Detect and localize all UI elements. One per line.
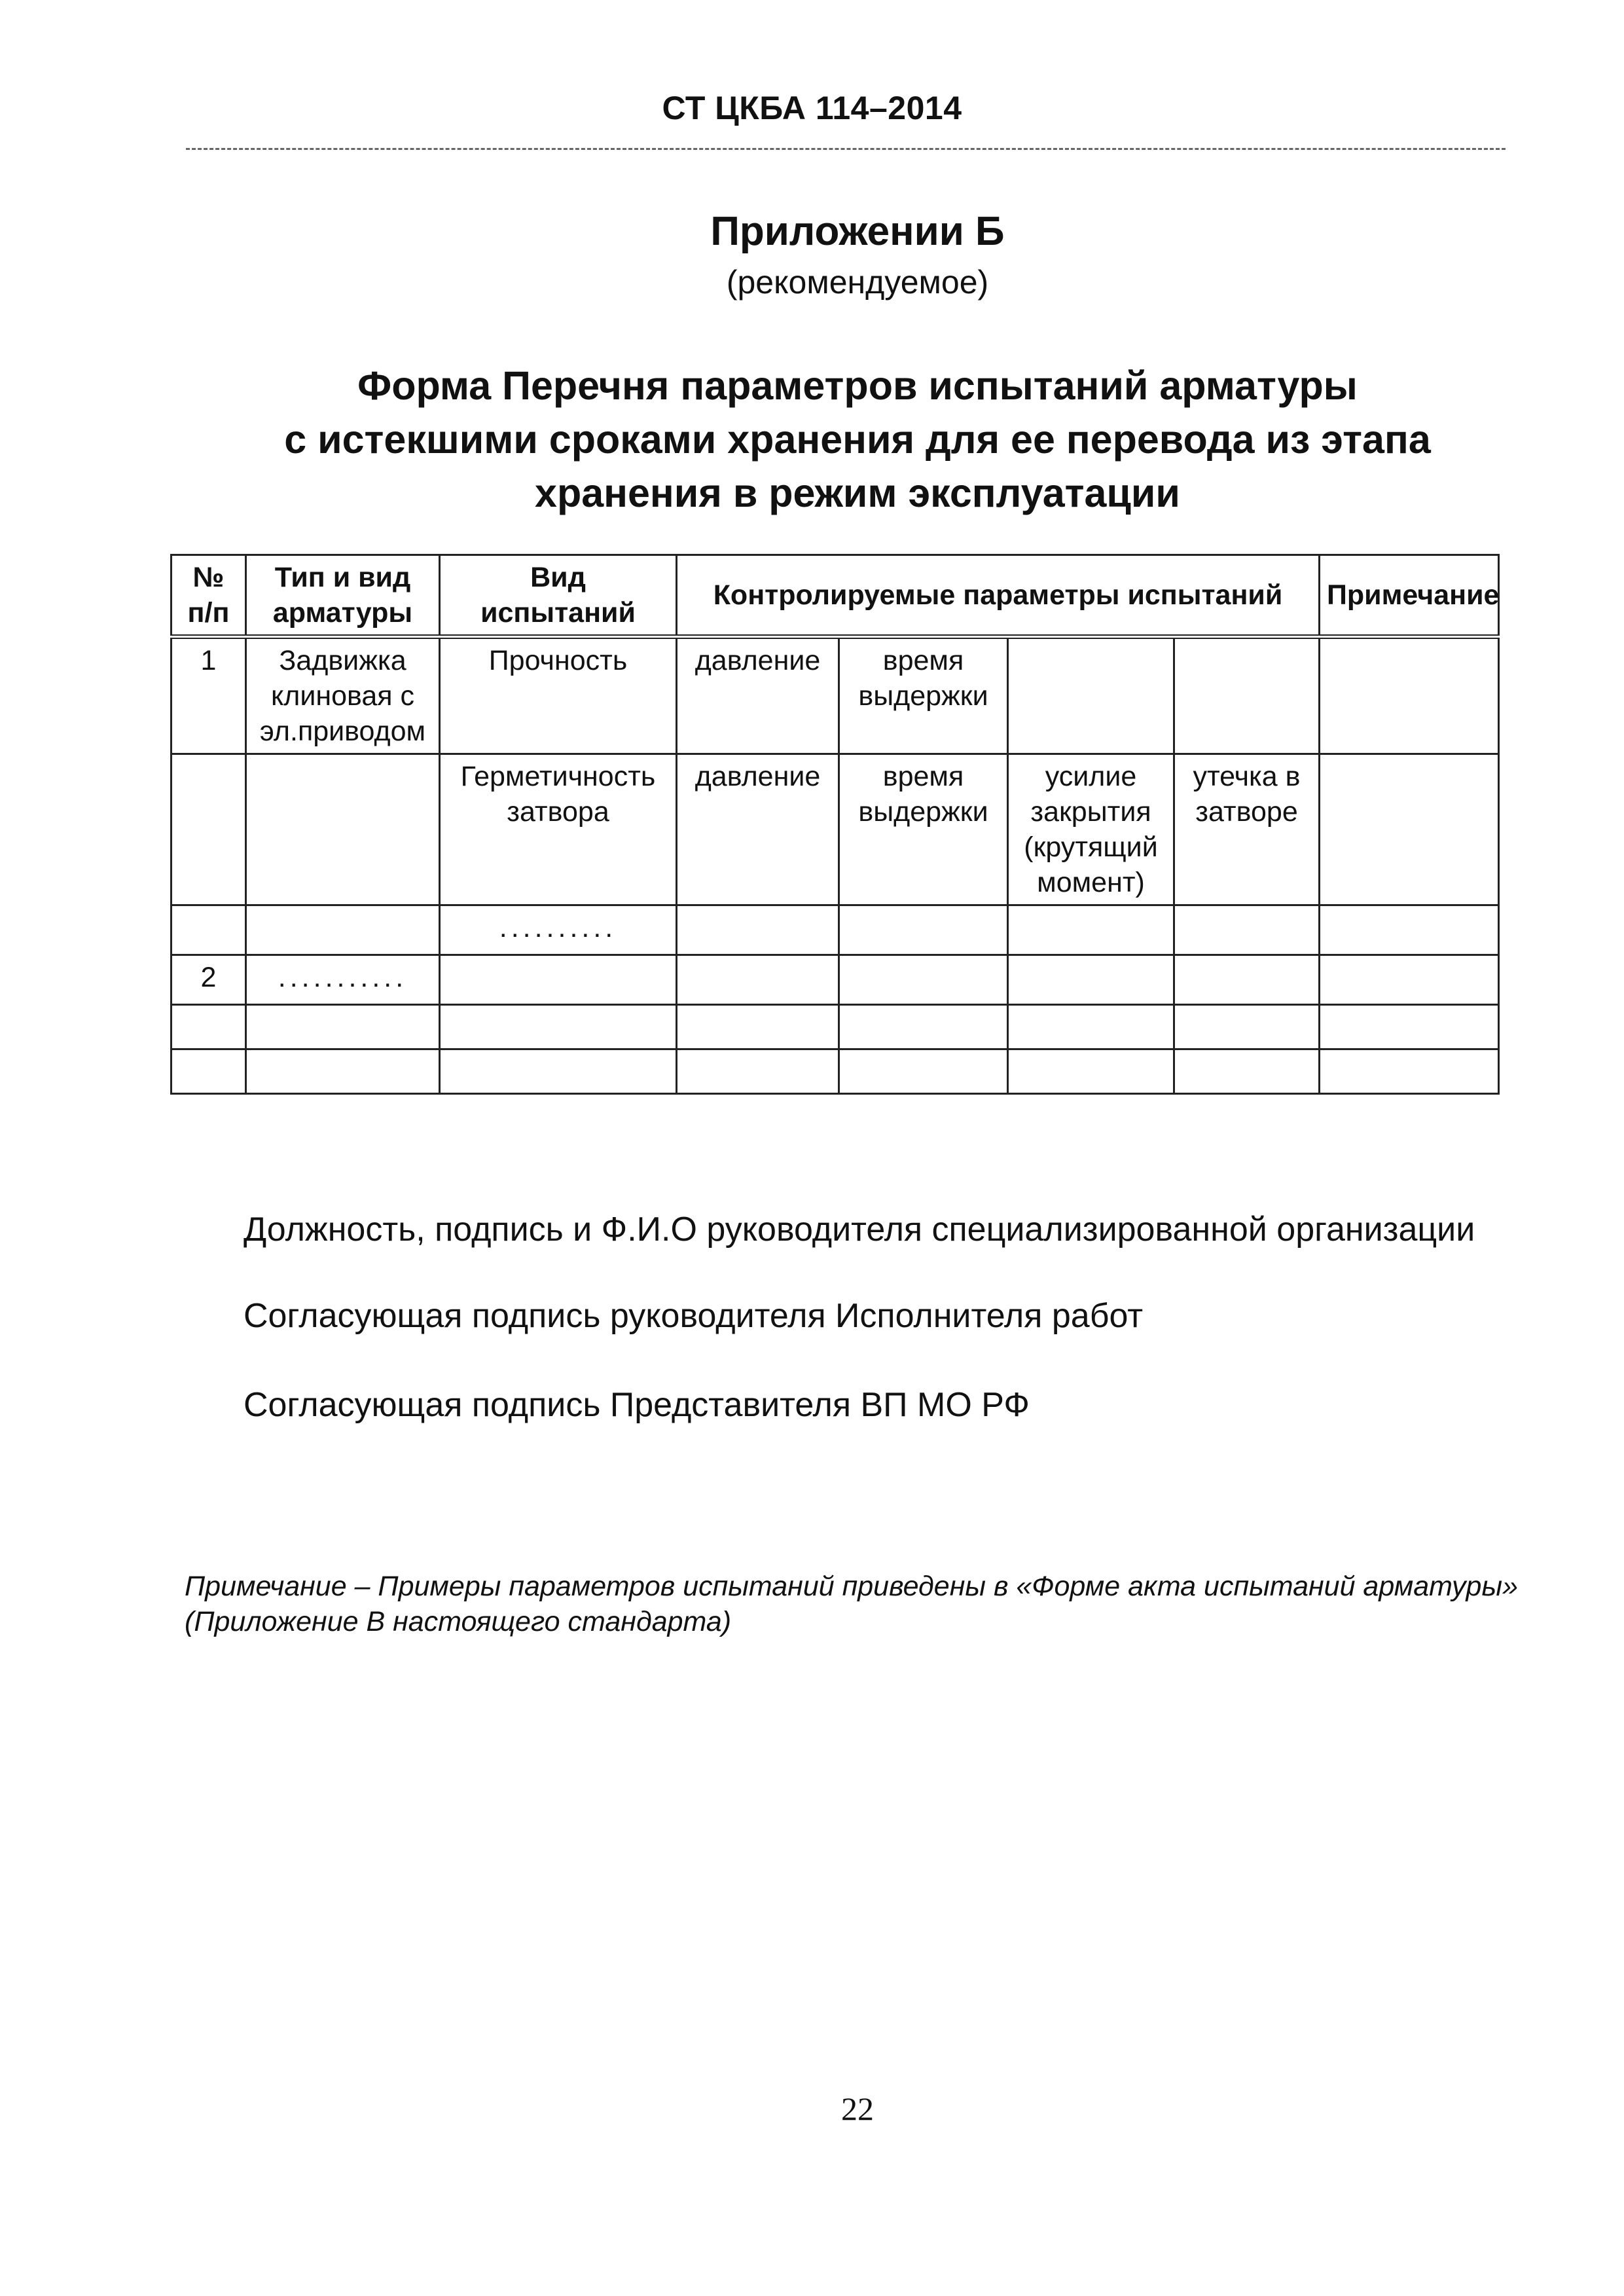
param-cell xyxy=(839,1049,1008,1094)
param-cell: давление xyxy=(677,637,839,754)
row-number xyxy=(171,1005,246,1049)
row-number xyxy=(171,754,246,905)
table-row xyxy=(171,905,1499,955)
form-title-line-1: Форма Перечня параметров испытаний арматуры xyxy=(357,363,1358,408)
table-row xyxy=(171,1049,1499,1094)
table-row xyxy=(171,754,1499,905)
param-cell xyxy=(839,955,1008,1005)
row-number: 1 xyxy=(171,637,246,754)
footnote-line-1: Примечание – Примеры параметров испытаний приведены в «Форме акта испытаний арматуры» xyxy=(185,1571,1519,1602)
header-controlled-parameters: Контролируемые параметры испытаний xyxy=(677,555,1320,637)
form-title xyxy=(0,359,1624,520)
table-header-row xyxy=(171,555,1499,637)
param-cell xyxy=(1008,1005,1174,1049)
test-type-cell xyxy=(440,1005,677,1049)
row-number xyxy=(171,1049,246,1094)
test-type-cell: .......... xyxy=(440,905,677,955)
note-cell xyxy=(1320,1005,1499,1049)
param-cell xyxy=(1174,1049,1320,1094)
appendix-title: Приложении Б xyxy=(710,209,1005,254)
param-cell xyxy=(1008,955,1174,1005)
fitting-type-cell xyxy=(246,905,440,955)
param-cell xyxy=(1008,905,1174,955)
param-cell xyxy=(1174,955,1320,1005)
param-cell xyxy=(677,1049,839,1094)
row-number: 2 xyxy=(171,955,246,1005)
param-cell: утечка в затворе xyxy=(1174,754,1320,905)
note-cell xyxy=(1320,754,1499,905)
param-cell: время выдержки xyxy=(839,637,1008,754)
fitting-type-cell: ........... xyxy=(246,955,440,1005)
table-row xyxy=(171,1005,1499,1049)
footnote xyxy=(185,1569,1526,1639)
form-title-line-3: хранения в режим эксплуатации xyxy=(535,471,1180,515)
param-cell xyxy=(1008,1049,1174,1094)
table-row xyxy=(171,955,1499,1005)
param-cell: давление xyxy=(677,754,839,905)
header-test-type: Вид испытаний xyxy=(440,555,677,637)
footnote-line-2: (Приложение В настоящего стандарта) xyxy=(185,1606,732,1637)
note-cell xyxy=(1320,1049,1499,1094)
param-cell xyxy=(677,1005,839,1049)
page-number: 22 xyxy=(841,2090,874,2127)
table-row xyxy=(171,637,1499,754)
test-type-cell: Герметичность затвора xyxy=(440,754,677,905)
header-fitting-type: Тип и вид арматуры xyxy=(246,555,440,637)
signature-line-manager: Должность, подпись и Ф.И.О руководителя специализированной организации xyxy=(244,1211,1475,1248)
form-title-line-2: с истекшими сроками хранения для ее перевода из этапа xyxy=(284,417,1431,462)
param-cell xyxy=(1174,1005,1320,1049)
test-type-cell xyxy=(440,1049,677,1094)
fitting-type-cell xyxy=(246,1005,440,1049)
param-cell xyxy=(1174,905,1320,955)
header-number: № п/п xyxy=(171,555,246,637)
appendix-subtitle: (рекомендуемое) xyxy=(726,264,989,301)
note-cell xyxy=(1320,955,1499,1005)
param-cell xyxy=(677,955,839,1005)
fitting-type-cell: Задвижка клиновая с эл.приводом xyxy=(246,637,440,754)
note-cell xyxy=(1320,637,1499,754)
row-number xyxy=(171,905,246,955)
note-cell xyxy=(1320,905,1499,955)
param-cell xyxy=(1174,637,1320,754)
fitting-type-cell xyxy=(246,754,440,905)
signature-line-representative: Согласующая подпись Представителя ВП МО РФ xyxy=(244,1386,1030,1424)
param-cell: усилие закрытия (крутящий момент) xyxy=(1008,754,1174,905)
header-note: Примечание xyxy=(1320,555,1499,637)
header-divider xyxy=(186,148,1506,150)
param-cell xyxy=(839,905,1008,955)
fitting-type-cell xyxy=(246,1049,440,1094)
param-cell xyxy=(677,905,839,955)
test-type-cell xyxy=(440,955,677,1005)
test-type-cell: Прочность xyxy=(440,637,677,754)
signature-line-contractor: Согласующая подпись руководителя Исполнителя работ xyxy=(244,1297,1144,1335)
document-code: СТ ЦКБА 114–2014 xyxy=(662,90,962,126)
param-cell xyxy=(1008,637,1174,754)
test-parameters-table xyxy=(170,554,1500,1095)
param-cell xyxy=(839,1005,1008,1049)
param-cell: время выдержки xyxy=(839,754,1008,905)
